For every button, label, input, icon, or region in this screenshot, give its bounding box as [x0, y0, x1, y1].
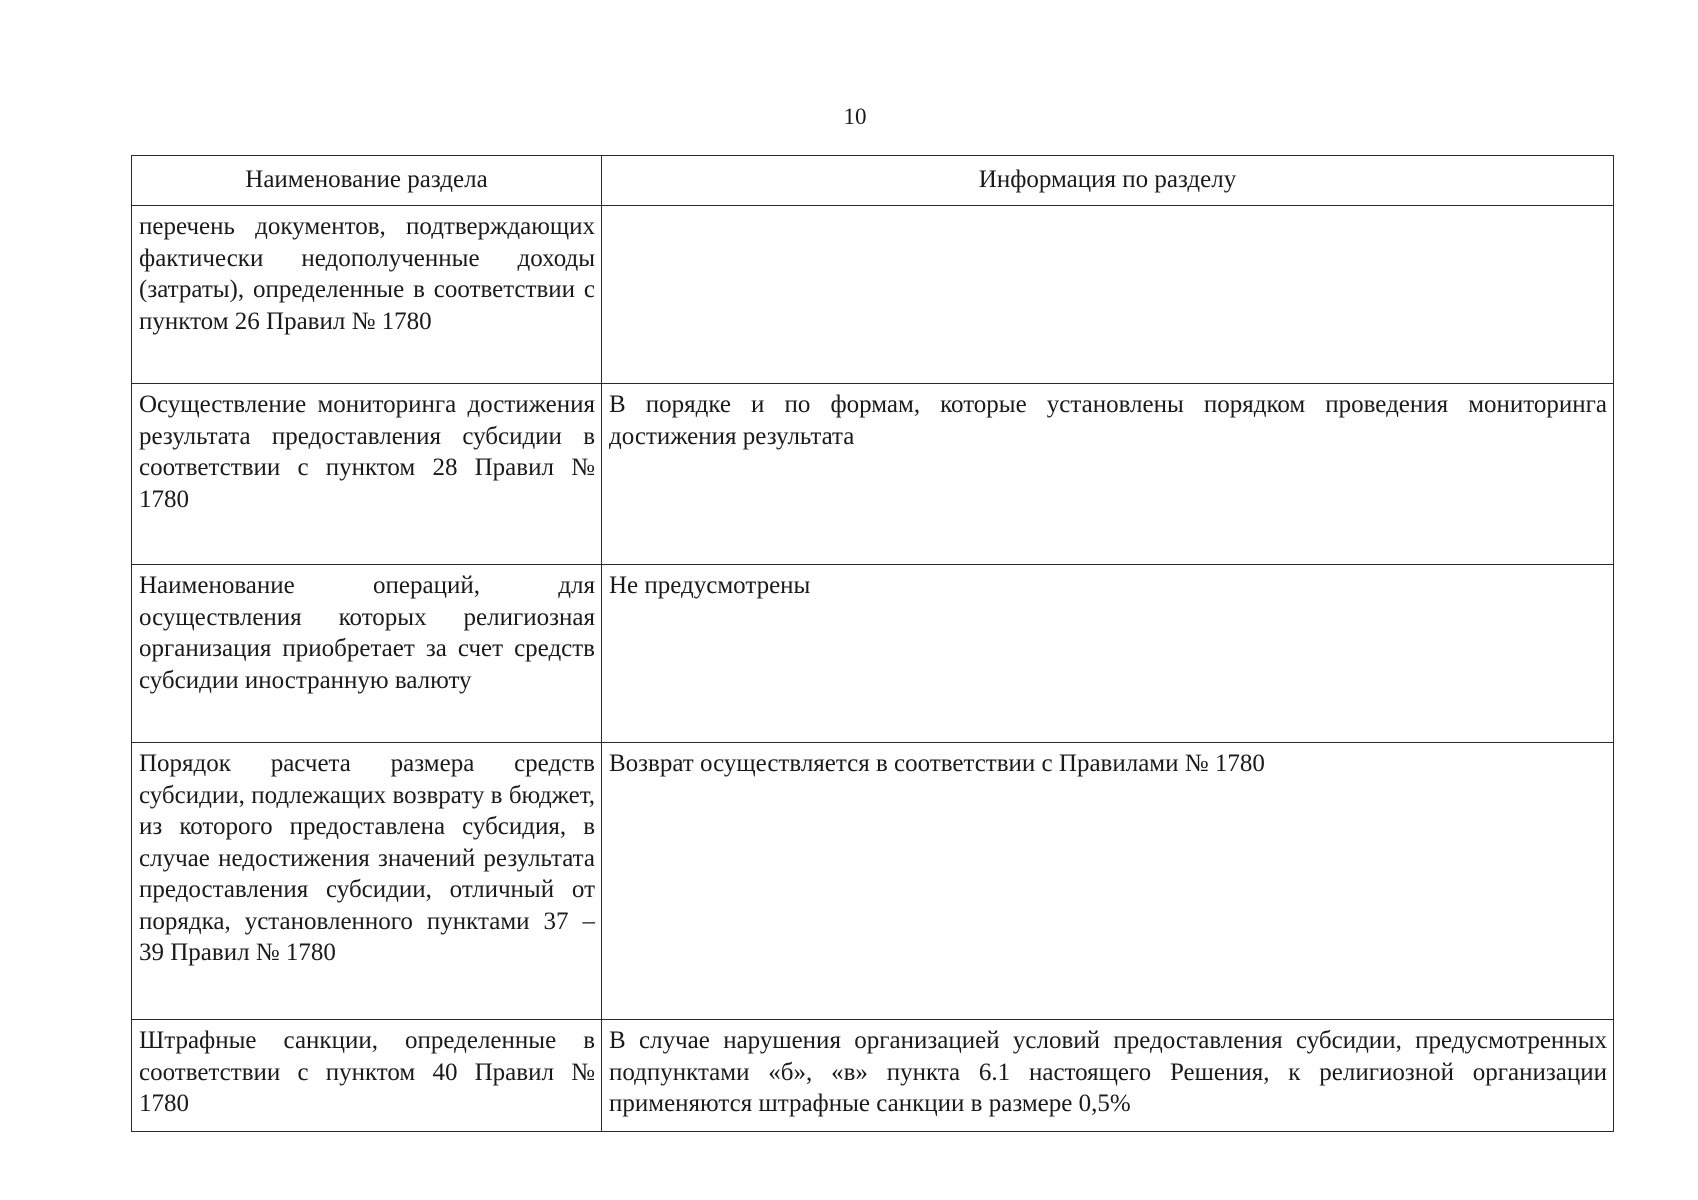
page-number: 10	[843, 104, 867, 129]
table-row	[132, 384, 1614, 565]
table-row	[132, 206, 1614, 384]
section-info-cell	[602, 206, 1614, 384]
section-info-table	[131, 155, 1614, 1132]
section-info-cell: Не предусмотрены	[602, 565, 1614, 743]
section-info-cell: Возврат осуществляется в соответствии с Правилами № 1780	[602, 743, 1614, 1020]
section-info-cell: В порядке и по формам, которые установлены порядком проведения мониторинга достижения результата	[602, 384, 1614, 565]
table-row	[132, 565, 1614, 743]
section-name-cell: Осуществление мониторинга достижения результата предоставления субсидии в соответствии с пунктом 28 Правил № 1780	[132, 384, 602, 565]
table-row	[132, 1020, 1614, 1132]
table-row	[132, 743, 1614, 1020]
section-info-cell: В случае нарушения организацией условий предоставления субсидии, предусмотренных подпунктами «б», «в» пункта 6.1 настоящего Решения, к религиозной организации применяются штрафные санкции в размере 0,5%	[602, 1020, 1614, 1132]
column-header-section-info: Информация по разделу	[602, 156, 1614, 206]
section-name-cell: Порядок расчета размера средств субсидии, подлежащих возврату в бюджет, из которого предоставлена субсидия, в случае недостижения значений результата предоставления субсидии, отличный от порядка, установленного пунктами 37 – 39 Правил № 1780	[132, 743, 602, 1020]
section-name-cell: Штрафные санкции, определенные в соответствии с пунктом 40 Правил № 1780	[132, 1020, 602, 1132]
section-name-cell: Наименование операций, для осуществления которых религиозная организация приобретает за счет средств субсидии иностранную валюту	[132, 565, 602, 743]
table-header-row	[132, 156, 1614, 206]
column-header-section-name: Наименование раздела	[132, 156, 602, 206]
section-name-cell: перечень документов, подтверждающих фактически недополученные доходы (затраты), определенные в соответствии с пунктом 26 Правил № 1780	[132, 206, 602, 384]
